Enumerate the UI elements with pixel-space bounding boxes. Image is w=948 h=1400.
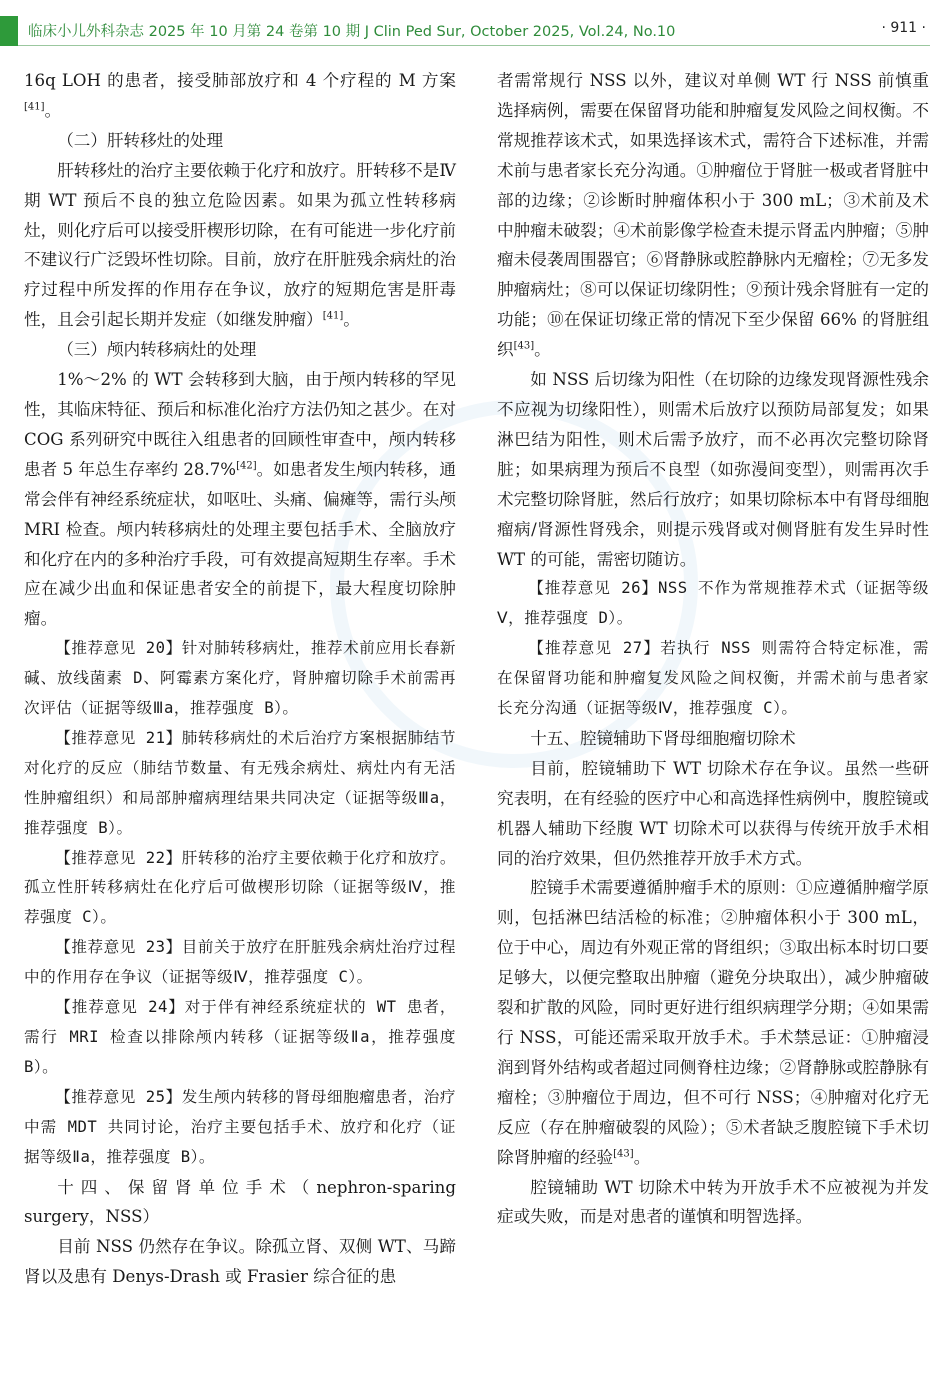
citation-ref: [41] [322, 310, 344, 322]
paragraph-text: 腔镜辅助 WT 切除术中转为开放手术不应被视为并发症或失败，而是对患者的谨慎和明智选择。 [497, 1177, 929, 1227]
paragraph-text: 16q LOH 的患者，接受肺部放疗和 4 个疗程的 M 方案 [24, 71, 456, 90]
recommendation-paragraph [24, 933, 456, 993]
section-heading [497, 724, 929, 754]
paragraph-text: （二）肝转移灶的处理 [57, 130, 224, 150]
header-rule [18, 45, 930, 46]
header-color-bar [0, 16, 18, 46]
paragraph-text: 【推荐意见 20】针对肺转移病灶，推荐术前应用长春新碱、放线菌素 D、阿霉素方案化疗，肾肿瘤切除手术前需再次评估（证据等级Ⅲa，推荐强度 B）。 [24, 639, 456, 718]
page-number: · 911 · [881, 20, 926, 36]
paragraph-text: 【推荐意见 24】对于伴有神经系统症状的 WT 患者，需行 MRI 检查以排除颅内转移（证据等级Ⅱa，推荐强度 B）。 [24, 998, 456, 1076]
recommendation-paragraph [24, 1083, 456, 1173]
paragraph-text: 目前，腔镜辅助下 WT 切除术存在争议。虽然一些研究表明，在有经验的医疗中心和高选择性病例中，腹腔镜或机器人辅助下经腹 WT 切除术可以获得与传统开放手术相同的治疗效果，但仍然推荐开放手术方式。 [497, 758, 929, 868]
paragraph-tail: 。 [534, 340, 551, 360]
paragraph-tail: 。 [44, 100, 62, 120]
paragraph-text: 腔镜手术需要遵循肿瘤手术的原则：①应遵循肿瘤学原则，包括淋巴结活检的标准；②肿瘤体积小于 300 mL，位于中心，周边有外观正常的肾组织；③取出标本时切口要足够大，以便完整取出肿瘤（避免分块取出），减少肿瘤破裂和扩散的风险，同时更好进行组织病理学分期；④如果需行 NSS，可能还需采取开放手术。手术禁忌证：①肿瘤浸润到肾外结构或者超过同侧脊柱边缘；②肾静脉或腔静脉有瘤栓；③肿瘤位于周边，但不可行 NSS；④肿瘤对化疗无反应（存在肿瘤破裂的风险）；⑤术者缺乏腹腔镜下手术切除肾肿瘤的经验 [497, 878, 929, 1167]
paragraph-text: 【推荐意见 22】肝转移的治疗主要依赖于化疗和放疗。孤立性肝转移病灶在化疗后可做楔形切除（证据等级Ⅳ，推荐强度 C）。 [24, 848, 456, 927]
citation-ref: [43] [613, 1148, 634, 1160]
section-heading [24, 335, 456, 365]
paragraph-text: 【推荐意见 27】若执行 NSS 则需符合特定标准，需在保留肾功能和肿瘤复发风险之间权衡，并需术前与患者家长充分沟通（证据等级Ⅳ，推荐强度 C）。 [497, 639, 929, 718]
journal-header: 临床小儿外科杂志 2025 年 10 月第 24 卷第 10 期 J Clin Ped Sur, October 2025, Vol.24, No.10 [28, 24, 676, 40]
body-paragraph [497, 1173, 929, 1233]
recommendation-paragraph [24, 634, 456, 724]
body-paragraph [24, 66, 456, 126]
paragraph-text: 【推荐意见 25】发生颅内转移的肾母细胞瘤患者，治疗中需 MDT 共同讨论，治疗主要包括手术、放疗和化疗（证据等级Ⅱa，推荐强度 B）。 [24, 1087, 456, 1166]
recommendation-paragraph [497, 574, 929, 634]
paragraph-text: 【推荐意见 23】目前关于放疗在肝脏残余病灶治疗过程中的作用存在争议（证据等级Ⅳ，推荐强度 C）。 [24, 938, 456, 987]
recommendation-paragraph [24, 844, 456, 934]
section-heading [24, 1173, 456, 1233]
recommendation-paragraph [24, 993, 456, 1083]
recommendation-paragraph [497, 634, 929, 724]
paragraph-text: （三）颅内转移病灶的处理 [57, 340, 257, 360]
paragraph-text: 十五、腔镜辅助下肾母细胞瘤切除术 [530, 728, 796, 748]
left-column [24, 66, 456, 1292]
body-paragraph [24, 156, 456, 335]
paragraph-text: 【推荐意见 21】肺转移病灶的术后治疗方案根据肺结节对化疗的反应（肺结节数量、有无残余病灶、病灶内有无活性肿瘤组织）和局部肿瘤病理结果共同决定（证据等级Ⅲa，推荐强度 B）。 [24, 728, 456, 837]
paragraph-text: 1%～2% 的 WT 会转移到大脑，由于颅内转移的罕见性，其临床特征、预后和标准化治疗方法仍知之甚少。在对 COG 系列研究中既往入组患者的回顾性审查中，颅内转移患者 5 年总生存率约 28.7% [24, 370, 456, 479]
paragraph-text: 者需常规行 NSS 以外，建议对单侧 WT 行 NSS 前慎重选择病例，需要在保留肾功能和肿瘤复发风险之间权衡。不常规推荐该术式，如果选择该术式，需符合下述标准，并需术前与患者家长充分沟通。①肿瘤位于肾脏一极或者肾脏中部的边缘；②诊断时肿瘤体积小于 300 mL；③术前及术中肿瘤未破裂；④术前影像学检查未提示肾盂内肿瘤；⑤肿瘤未侵袭周围器官；⑥肾静脉或腔静脉内无瘤栓；⑦无多发肿瘤病灶；⑧可以保证切缘阴性；⑨预计残余肾脏有一定的功能；⑩在保证切缘正常的情况下至少保留 66% 的肾脏组织 [497, 71, 929, 360]
recommendation-paragraph [24, 724, 456, 844]
paragraph-text: 【推荐意见 26】NSS 不作为常规推荐术式（证据等级Ⅴ，推荐强度 D）。 [497, 579, 929, 628]
paragraph-text: 肝转移灶的治疗主要依赖于化疗和放疗。肝转移不是Ⅳ期 WT 预后不良的独立危险因素。如果为孤立性转移病灶，则化疗后可以接受肝楔形切除，在有可能进一步化疗前不建议行广泛毁坏性切除。目前，放疗在肝脏残余病灶的治疗过程中所发挥的作用存在争议，放疗的短期危害是肝毒性，且会引起长期并发症（如继发肿瘤） [24, 160, 456, 330]
body-paragraph [497, 754, 929, 874]
running-header [0, 0, 948, 56]
citation-ref: [41] [24, 101, 45, 113]
paragraph-tail: 。 [343, 310, 360, 330]
paragraph-text: 十四、保留肾单位手术（nephron-sparing surgery，NSS） [24, 1177, 456, 1227]
paragraph-text: 如 NSS 后切缘为阳性（在切除的边缘发现肾源性残余不应视为切缘阳性），则需术后放疗以预防局部复发；如果淋巴结为阳性，则术后需予放疗，而不必再次完整切除肾脏；如果病理为预后不良型（如弥漫间变型），则需再次手术完整切除肾脏，然后行放疗；如果切除标本中有肾母细胞瘤病/肾源性肾残余，则提示残肾或对侧肾脏有发生异时性 WT 的可能，需密切随访。 [497, 370, 929, 569]
right-column [497, 66, 929, 1232]
paragraph-tail: 。 [633, 1147, 651, 1167]
body-paragraph [24, 365, 456, 634]
body-paragraph [24, 1232, 456, 1292]
body-paragraph [497, 66, 929, 365]
body-paragraph [497, 873, 929, 1172]
paragraph-tail: 。如患者发生颅内转移，通常会伴有神经系统症状，如呕吐、头痛、偏瘫等，需行头颅 MRI 检查。颅内转移病灶的处理主要包括手术、全脑放疗和化疗在内的多种治疗手段，可有效提高短期生存率。手术应在减少出血和保证患者安全的前提下，最大程度切除肿瘤。 [24, 459, 456, 629]
paragraph-text: 目前 NSS 仍然存在争议。除孤立肾、双侧 WT、马蹄肾以及患有 Denys-Drash 或 Frasier 综合征的患 [24, 1237, 456, 1287]
citation-ref: [43] [513, 340, 535, 352]
body-paragraph [497, 365, 929, 574]
citation-ref: [42] [236, 460, 257, 472]
section-heading [24, 126, 456, 156]
